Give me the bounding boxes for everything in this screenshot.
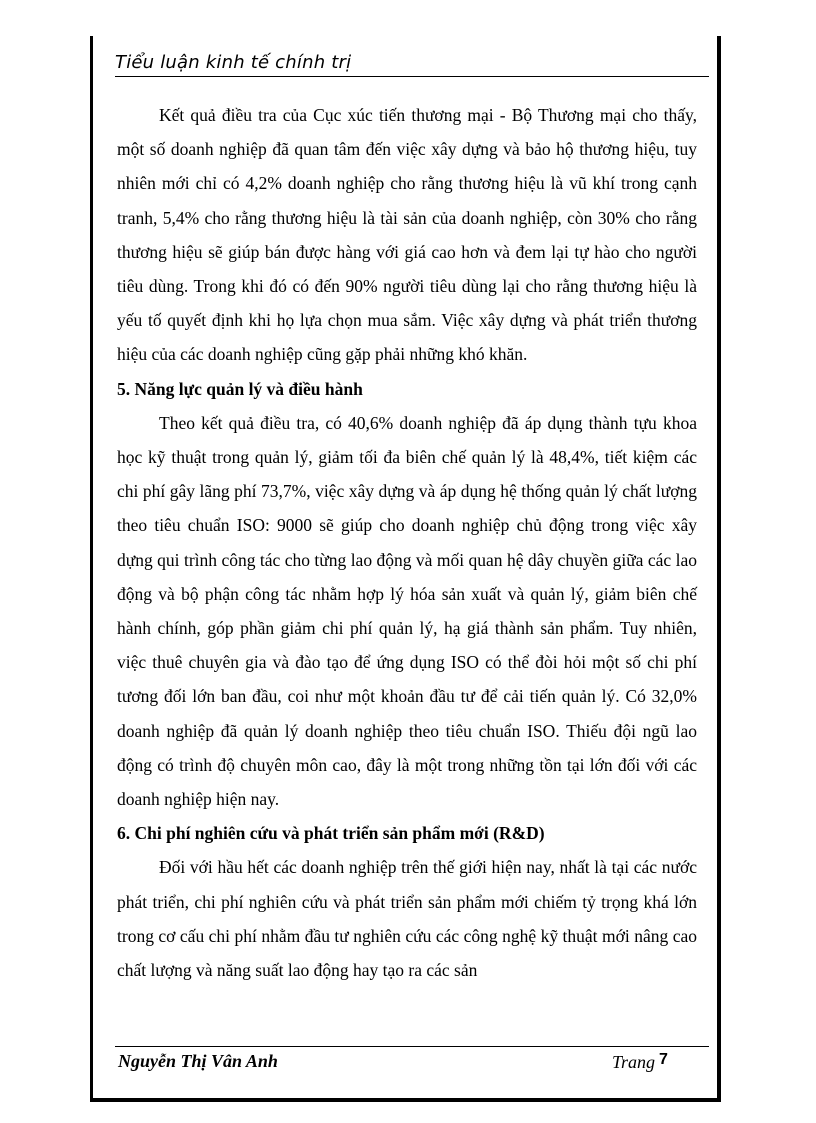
document-body bbox=[117, 98, 697, 987]
running-header-title: Tiểu luận kinh tế chính trị bbox=[115, 52, 352, 73]
paragraph-rnd: Đối với hầu hết các doanh nghiệp trên thế giới hiện nay, nhất là tại các nước phát triển, chi phí nghiên cứu và phát triển sản phẩm mới chiếm tỷ trọng khá lớn trong cơ cấu chi phí nhằm đầu tư nghiên cứu các công nghệ kỹ thuật mới nâng cao chất lượng và năng suất lao động hay tạo ra các sản bbox=[117, 857, 697, 981]
header-rule bbox=[115, 76, 709, 77]
page-number: 7 bbox=[659, 1051, 668, 1068]
footer-page-indicator bbox=[612, 1052, 668, 1073]
footer-rule bbox=[115, 1046, 709, 1047]
section-heading-5: 5. Năng lực quản lý và điều hành bbox=[117, 378, 363, 399]
page-label: Trang bbox=[612, 1052, 656, 1072]
paragraph-brand-survey: Kết quả điều tra của Cục xúc tiến thương mại - Bộ Thương mại cho thấy, một số doanh nghiệp đã quan tâm đến việc xây dựng và bảo hộ thương hiệu, tuy nhiên mới chỉ có 4,2% doanh nghiệp cho rằng thương hiệu là vũ khí trong cạnh tranh, 5,4% cho rằng thương hiệu là tài sản của doanh nghiệp, còn 30% cho rằng thương hiệu sẽ giúp bán được hàng với giá cao hơn và đem lại tự hào cho người tiêu dùng. Trong khi đó có đến 90% người tiêu dùng lại cho rằng thương hiệu là yếu tố quyết định khi họ lựa chọn mua sắm. Việc xây dựng và phát triển thương hiệu của các doanh nghiệp cũng gặp phải những khó khăn. bbox=[117, 105, 697, 365]
footer-author: Nguyễn Thị Vân Anh bbox=[118, 1051, 278, 1071]
section-heading-6: 6. Chi phí nghiên cứu và phát triển sản phẩm mới (R&D) bbox=[117, 823, 545, 844]
paragraph-management: Theo kết quả điều tra, có 40,6% doanh nghiệp đã áp dụng thành tựu khoa học kỹ thuật trong quản lý, giảm tối đa biên chế quản lý là 48,4%, tiết kiệm các chi phí gây lãng phí 73,7%, việc xây dựng và áp dụng hệ thống quản lý chất lượng theo tiêu chuẩn ISO: 9000 sẽ giúp cho doanh nghiệp chủ động trong việc xây dựng qui trình công tác cho từng lao động và mối quan hệ dây chuyền giữa các lao động và bộ phận công tác nhằm hợp lý hóa sản xuất và quản lý, giảm biên chế hành chính, góp phần giảm chi phí quản lý, hạ giá thành sản phẩm. Tuy nhiên, việc thuê chuyên gia và đào tạo để ứng dụng ISO có thể đòi hỏi một số chi phí tương đối lớn ban đầu, coi như một khoản đầu tư để cải tiến quản lý. Có 32,0% doanh nghiệp đã quản lý doanh nghiệp theo tiêu chuẩn ISO. Thiếu đội ngũ lao động có trình độ chuyên môn cao, đây là một trong những tồn tại lớn đối với các doanh nghiệp hiện nay. bbox=[117, 412, 697, 810]
